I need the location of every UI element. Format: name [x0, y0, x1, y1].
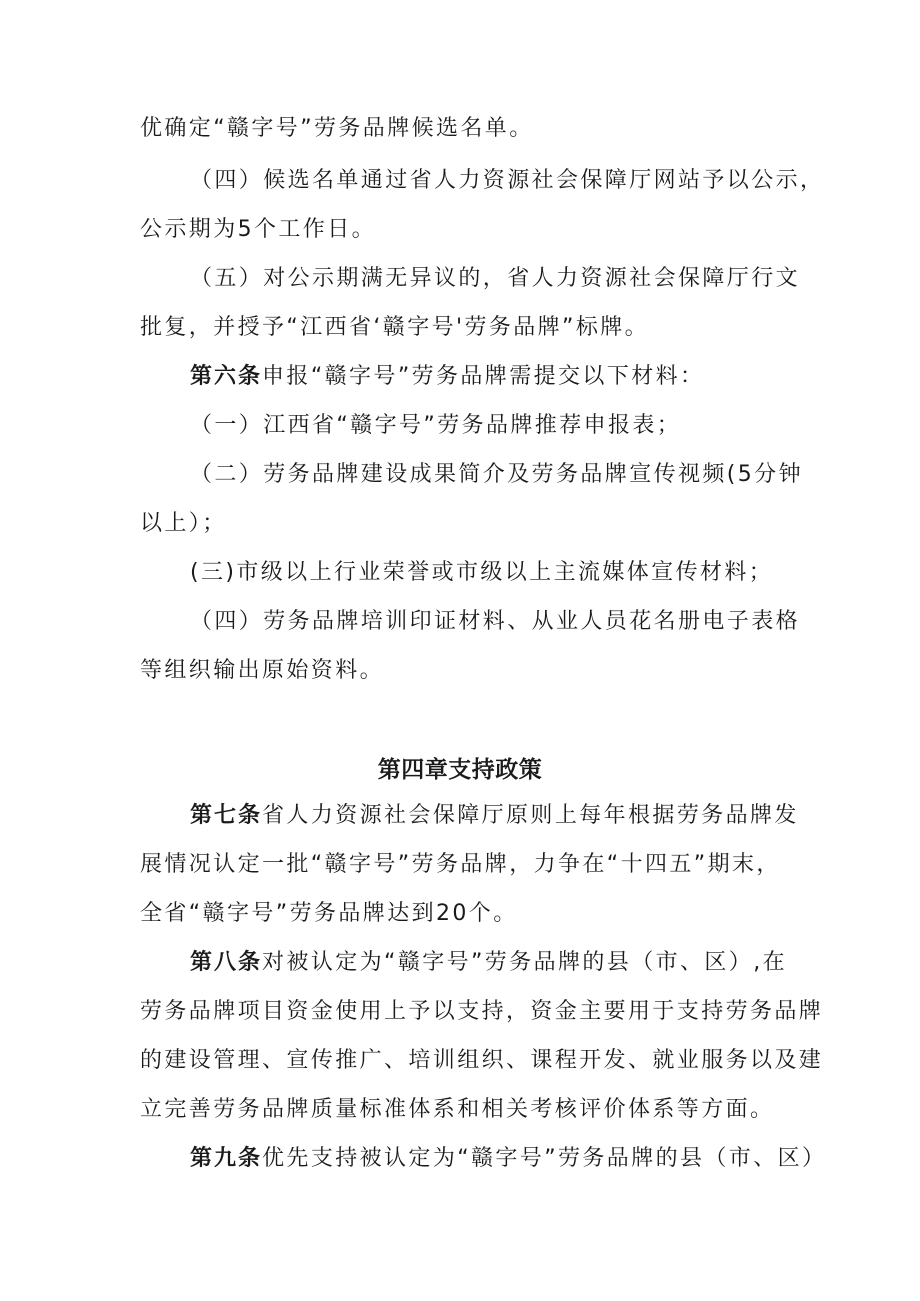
text-line: 批复，并授予“江西省‘赣字号'劳务品牌”标牌。: [140, 315, 650, 340]
article-6-paragraph: [190, 362, 704, 392]
text-line: 公示期为5个工作日。: [140, 217, 376, 242]
article-8-paragraph: [190, 948, 787, 978]
list-item: (三)市级以上行业荣誉或市级以上主流媒体宣传材料；: [190, 560, 774, 585]
text-line: 劳务品牌项目资金使用上予以支持，资金主要用于支持劳务品牌: [140, 999, 824, 1024]
article-9-label: 第九条: [190, 1146, 263, 1171]
text-line: 优确定“赣字号”劳务品牌候选名单。: [140, 116, 534, 141]
article-6-label: 第六条: [190, 364, 263, 389]
list-item: 等组织输出原始资料。: [140, 658, 385, 683]
list-item: （四）劳务品牌培训印证材料、从业人员花名册电子表格: [190, 609, 801, 634]
text-line: 的建设管理、宣传推广、培训组织、课程开发、就业服务以及建: [140, 1048, 824, 1073]
article-7-label: 第七条: [190, 803, 263, 828]
text-line: 展情况认定一批“赣字号”劳务品牌，力争在“十四五”期末，: [140, 852, 781, 877]
list-item: （一）江西省“赣字号”劳务品牌推荐申报表；: [190, 413, 682, 438]
text-line: （四）候选名单通过省人力资源社会保障厅网站予以公示，: [190, 168, 825, 193]
article-7-text: 省人力资源社会保障厅原则上每年根据劳务品牌发: [262, 803, 799, 828]
article-9-paragraph: [190, 1144, 826, 1174]
text-line: 全省“赣字号”劳务品牌达到20个。: [140, 901, 518, 926]
article-7-paragraph: [190, 801, 799, 831]
chapter-title: 第四章支持政策: [377, 757, 543, 783]
list-item: （二）劳务品牌建设成果简介及劳务品牌宣传视频(5分钟: [190, 462, 803, 487]
article-8-label: 第八条: [190, 950, 263, 975]
text-line: （五）对公示期满无异议的，省人力资源社会保障厅行文: [190, 266, 801, 291]
list-item: 以上）；: [140, 511, 227, 536]
article-9-text: 优先支持被认定为“赣字号”劳务品牌的县（市、区）: [262, 1146, 827, 1171]
text-line: 立完善劳务品牌质量标准体系和相关考核评价体系等方面。: [140, 1097, 775, 1122]
article-8-text: 对被认定为“赣字号”劳务品牌的县（市、区）,在: [262, 950, 788, 975]
article-6-text: 申报“赣字号”劳务品牌需提交以下材料：: [262, 364, 705, 389]
